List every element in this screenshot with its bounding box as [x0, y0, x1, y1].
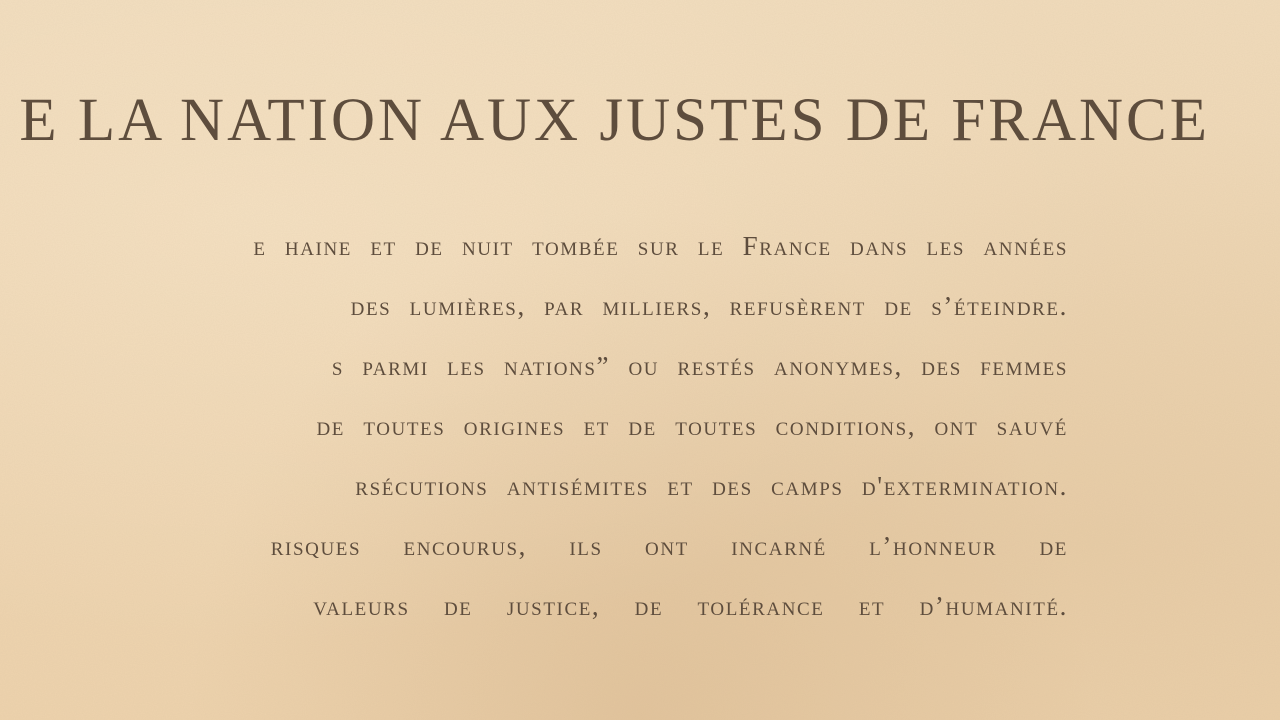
inscription-line-6: risques encourus, ils ont incarné l’honneur de — [270, 531, 1068, 561]
inscription-line-7: valeurs de justice, de tolérance et d’humanité. — [313, 591, 1068, 621]
inscription-line-5: rsécutions antisémites et des camps d'extermination. — [355, 471, 1068, 501]
inscription-text — [253, 216, 1068, 636]
inscription-line-1: e haine et de nuit tombée sur le France dans les années — [253, 231, 1068, 261]
inscription-line-4: de toutes origines et de toutes conditions, ont sauvé — [316, 411, 1068, 441]
plaque-headline: E LA NATION AUX JUSTES DE FRANCE — [19, 87, 1210, 154]
inscription-line-3: s parmi les nations” ou restés anonymes, des femmes — [331, 351, 1068, 381]
inscription-line-2: des lumières, par milliers, refusèrent de s’éteindre. — [350, 291, 1068, 321]
